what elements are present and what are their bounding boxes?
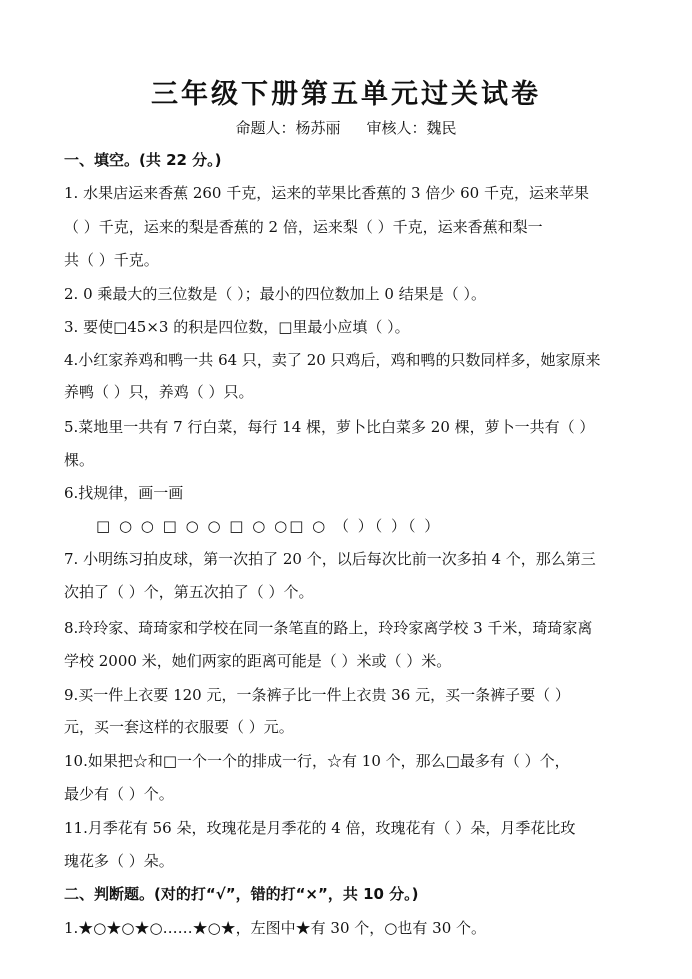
question-11-line-2: 瑰花多（ ）朵。: [64, 852, 174, 870]
question-7-line-1: 7. 小明练习拍皮球，第一次拍了 20 个，以后每次比前一次多拍 4 个，那么第三: [64, 550, 596, 568]
question-6: 6.找规律，画一画: [64, 484, 184, 502]
question-9-line-1: 9.买一件上衣要 120 元，一条裤子比一件上衣贵 36 元，买一条裤子要（ ）: [64, 686, 570, 704]
author-line: [0, 117, 692, 138]
question-5-line-1: 5.菜地里一共有 7 行白菜，每行 14 棵，萝卜比白菜多 20 棵，萝卜一共有（ ）: [64, 418, 595, 436]
question-10-line-2: 最少有（ ）个。: [64, 785, 174, 803]
question-9-line-2: 元，买一套这样的衣服要（ ）元。: [64, 718, 294, 736]
question-7-line-2: 次拍了（ ）个，第五次拍了（ ）个。: [64, 583, 314, 601]
page-title: 三年级下册第五单元过关试卷: [151, 79, 541, 110]
question-10-line-1: 10.如果把☆和□一个一个的排成一行，☆有 10 个，那么□最多有（ ）个，: [64, 752, 570, 770]
question-1-line-2: （ ）千克，运来的梨是香蕉的 2 倍，运来梨（ ）千克，运来香蕉和梨一: [64, 218, 543, 236]
question-4-line-2: 养鸭（ ）只，养鸡（ ）只。: [64, 383, 254, 401]
question-8-line-1: 8.玲玲家、琦琦家和学校在同一条笔直的路上，玲玲家离学校 3 千米，琦琦家离: [64, 619, 593, 637]
question-11-line-1: 11.月季花有 56 朵，玫瑰花是月季花的 4 倍，玫瑰花有（ ）朵，月季花比玫: [64, 819, 576, 837]
question-1-line-3: 共（ ）千克。: [64, 251, 159, 269]
question-1-line-1: 1. 水果店运来香蕉 260 千克，运来的苹果比香蕉的 3 倍少 60 千克，运来苹果: [64, 184, 589, 202]
question-8-line-2: 学校 2000 米，她们两家的距离可能是（ ）米或（ ）米。: [64, 652, 452, 670]
question-5-line-2: 棵。: [64, 451, 95, 469]
question-2: 2. 0 乘最大的三位数是（ ）；最小的四位数加上 0 结果是（ ）。: [64, 285, 487, 303]
shape-pattern: □ ○ ○ □ ○ ○ □ ○ ○□ ○ （ ）（ ）（ ）: [96, 517, 442, 535]
author-name: 命题人：杨苏丽: [235, 119, 341, 137]
section-heading-true-false: 二、判断题。(对的打“√”，错的打“×”，共 10 分。): [64, 885, 419, 903]
judge-question-1: 1.★○★○★○……★○★，左图中★有 30 个，○也有 30 个。: [64, 919, 487, 937]
reviewer-name: 审核人：魏民: [366, 119, 457, 137]
question-4-line-1: 4.小红家养鸡和鸭一共 64 只，卖了 20 只鸡后，鸡和鸭的只数同样多，她家原来: [64, 351, 601, 369]
section-heading-fill-blank: 一、填空。(共 22 分。): [64, 151, 222, 169]
question-3: 3. 要使□45×3 的积是四位数，□里最小应填（ ）。: [64, 318, 410, 336]
